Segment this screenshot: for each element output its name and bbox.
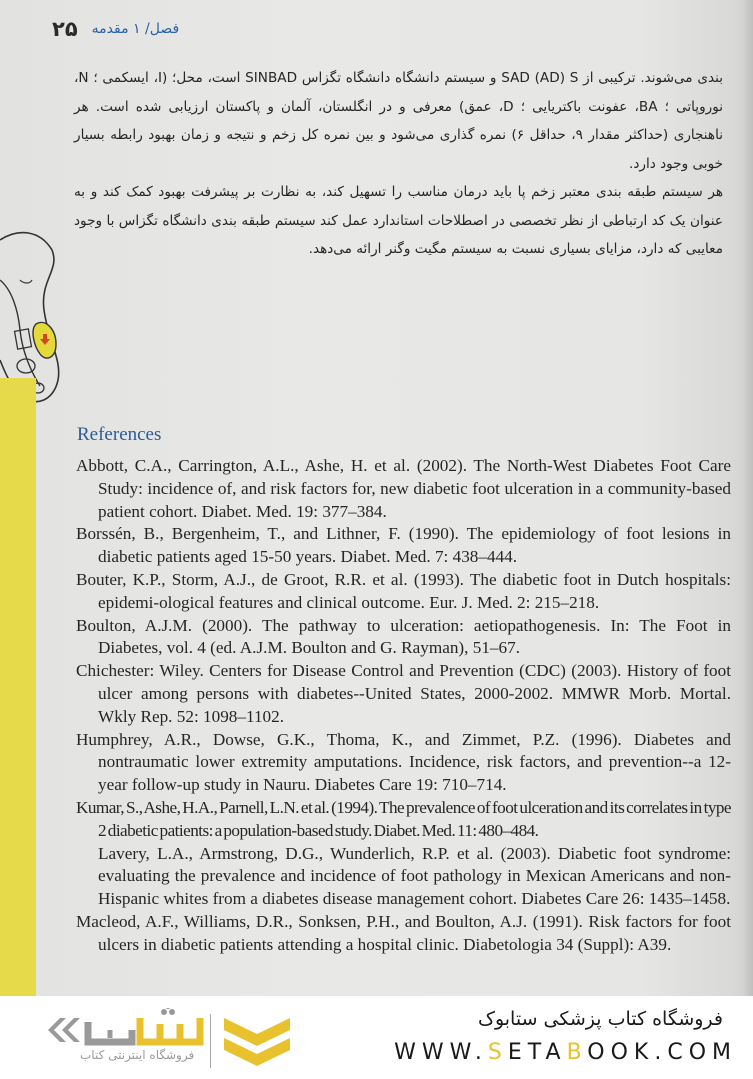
persian-body-text: [74, 64, 723, 264]
url-part: ETA: [507, 1040, 567, 1065]
reference-item: Bouter, K.P., Storm, A.J., de Groot, R.R. et al. (1993). The diabetic foot in Dutch hospitals: epidemi-ological features and clinical outcome. Eur. J. Med. 2: 215–218.: [76, 569, 731, 612]
chevron-badge-icon: [222, 1016, 292, 1068]
url-part: WWW.: [394, 1040, 488, 1065]
reference-item: Humphrey, A.R., Dowse, G.K., Thoma, K., and Zimmet, P.Z. (1996). Diabetes and nontraumatic lower extremity amputations. Incidence, risk factors, and prevention--a 12-year follow-up study in Nauru. Diabetes Care 19: 710–714.: [76, 729, 731, 795]
reference-item: Boulton, A.J.M. (2000). The pathway to ulceration: aetiopathogenesis. In: The Foot in Diabetes, vol. 4 (ed. A.J.M. Boulton and G. Rayman), 51–67.: [76, 615, 731, 658]
logo-divider: [210, 1014, 211, 1068]
reference-item: Lavery, L.A., Armstrong, D.G., Wunderlich, R.P. et al. (2003). Diabetic foot syndrome: evaluating the prevalence and incidence of foot pathology in Mexican Americans and non-Hispanic whites from a diabetes disease management cohort. Diabetes Care 26: 1435–1458.: [98, 843, 731, 909]
logo-tagline: فروشگاه اینترنتی کتاب: [80, 1048, 195, 1062]
page-number: ۲۵: [52, 17, 78, 41]
page-edge-shadow: [743, 0, 753, 996]
persian-paragraph: بندی می‌شوند. ترکیبی از SAD (AD) S و سیستم دانشگاه دانشگاه تگزاس SINBAD است، محل؛ (I، ایسکمی ؛ N، نوروپاتی ؛ BA، عفونت باکتریایی ؛ D، عمق) معرفی و در انگلستان، آلمان و پاکستان ارزیابی شده است. هر ناهنجاری (حداکثر مقدار ۹، حداقل ۶) نمره گذاری می‌شود و بین نمره کل زخم و نتیجه و زمان بهبود رابطه بسیار خوبی وجود دارد.: [74, 70, 724, 172]
chapter-tab-band: [0, 378, 36, 996]
reference-item: Abbott, C.A., Carrington, A.L., Ashe, H. et al. (2002). The North-West Diabetes Foot Care Study: incidence of, and risk factors for, new diabetic foot ulceration in a community-based patient cohort. Diabet. Med. 19: 377–384.: [76, 456, 731, 521]
running-head: [52, 14, 179, 44]
url-accent-letter: B: [566, 1040, 588, 1065]
persian-paragraph: هر سیستم طبقه بندی معتبر زخم پا باید درمان مناسب را تسهیل کند، به نظارت بر پیشرفت بهبود کمک کند و به عنوان یک کد ارتباطی از نظر تخصصی در اصطلاحات استاندارد عمل کند سیستم طبقه بندی دانشگاه تگزاس با وجود معایبی که دارد، مزایای بسیاری نسبت به سیستم مگیت وگنر ارائه می‌دهد.: [74, 184, 723, 257]
references-heading: References: [77, 424, 162, 445]
store-name: فروشگاه کتاب پزشکی ستابوک: [477, 1008, 723, 1030]
reference-item: Kumar, S., Ashe, H.A., Parnell, L.N. et al. (1994). The prevalence of foot ulceration and its correlates in type 2 diabetic patients: a population-based study. Diabet. Med. 11: 480–484.: [76, 797, 731, 840]
chapter-label: فصل/ ۱ مقدمه: [91, 21, 180, 37]
setabook-logo[interactable]: [30, 1004, 300, 1072]
references-list: [76, 455, 731, 957]
store-url-link[interactable]: [394, 1040, 737, 1065]
watermark-footer: [0, 996, 753, 1079]
url-accent-letter: S: [487, 1040, 508, 1065]
reference-item: Chichester: Wiley. Centers for Disease Control and Prevention (CDC) (2003). History of foot ulcer among persons with diabetes--United States, 2000-2002. MMWR Morb. Mortal. Wkly Rep. 52: 1098–1102.: [76, 661, 731, 726]
setabook-wordmark-icon: [40, 1008, 210, 1052]
url-part: OOK.COM: [587, 1040, 737, 1065]
reference-item: Macleod, A.F., Williams, D.R., Sonksen, P.H., and Boulton, A.J. (1991). Risk factors for foot ulcers in diabetic patients attending a hospital clinic. Diabetologia 34 (Suppl): A39.: [76, 911, 731, 954]
reference-item: Borssén, B., Bergenheim, T., and Lithner, F. (1990). The epidemiology of foot lesions in diabetic patients aged 15-50 years. Diabet. Med. 7: 438–444.: [76, 524, 731, 567]
